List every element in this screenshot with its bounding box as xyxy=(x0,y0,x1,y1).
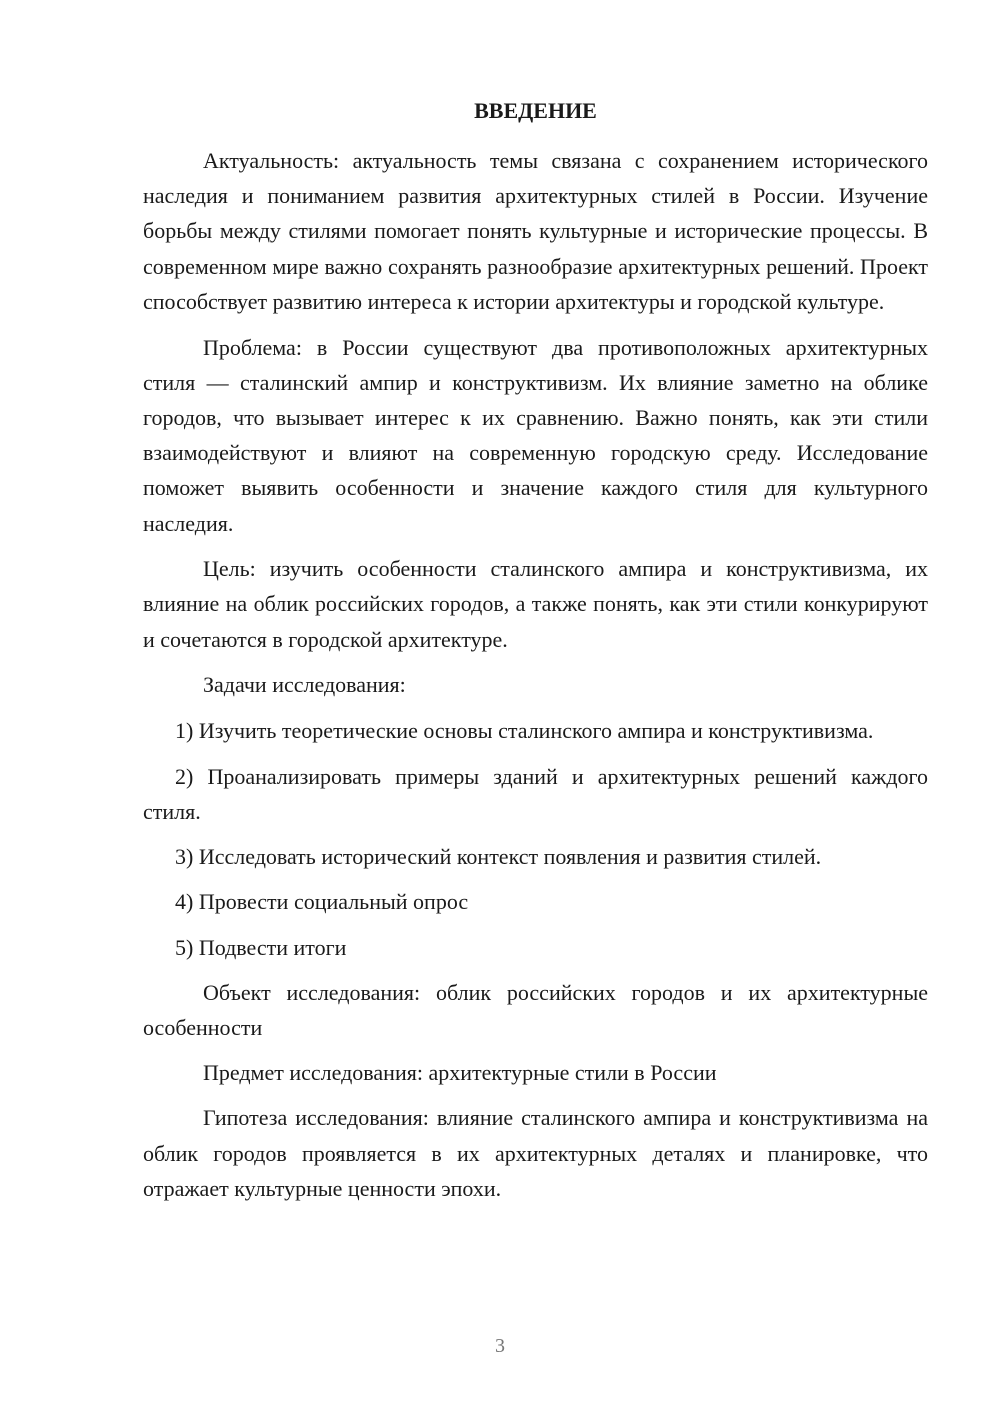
task-item-3: 3) Исследовать исторический контекст появления и развития стилей. xyxy=(175,844,822,870)
document-body xyxy=(143,143,928,1206)
relevance-paragraph: Актуальность: актуальность темы связана с сохранением исторического наследия и пониманием развития архитектурных стилей в России. Изучение борьбы между стилями помогает понять культурные и исторические процессы. В современном мире важно сохранять разнообразие архитектурных решений. Проект способствует развитию интереса к истории архитектуры и городской культуре. xyxy=(143,148,928,314)
subject-paragraph: Предмет исследования: архитектурные стили в России xyxy=(203,1060,717,1086)
problem-paragraph: Проблема: в России существуют два противоположных архитектурных стиля — сталинский ампир и конструктивизм. Их влияние заметно на облике городов, что вызывает интерес к их сравнению. Важно понять, как эти стили взаимодействуют и влияют на современную городскую среду. Исследование поможет выявить особенности и значение каждого стиля для культурного наследия. xyxy=(143,334,928,536)
section-title: ВВЕДЕНИЕ xyxy=(474,98,597,123)
task-item-5: 5) Подвести итоги xyxy=(175,934,347,960)
task-item-4: 4) Провести социальный опрос xyxy=(175,889,469,915)
object-paragraph: Объект исследования: облик российских городов и их архитектурные особенности xyxy=(143,979,928,1040)
hypothesis-paragraph: Гипотеза исследования: влияние сталинского ампира и конструктивизма на облик городов проявляется в их архитектурных деталях и планировке, что отражает культурные ценности эпохи. xyxy=(143,1105,928,1201)
page-number: 3 xyxy=(495,1335,505,1357)
tasks-heading: Задачи исследования: xyxy=(203,672,406,698)
goal-paragraph: Цель: изучить особенности сталинского ампира и конструктивизма, их влияние на облик российских городов, а также понять, как эти стили конкурируют и сочетаются в городской архитектуре. xyxy=(143,556,928,652)
task-item-2: 2) Проанализировать примеры зданий и архитектурных решений каждого стиля. xyxy=(143,763,928,824)
task-item-1: 1) Изучить теоретические основы сталинского ампира и конструктивизма. xyxy=(175,718,874,744)
